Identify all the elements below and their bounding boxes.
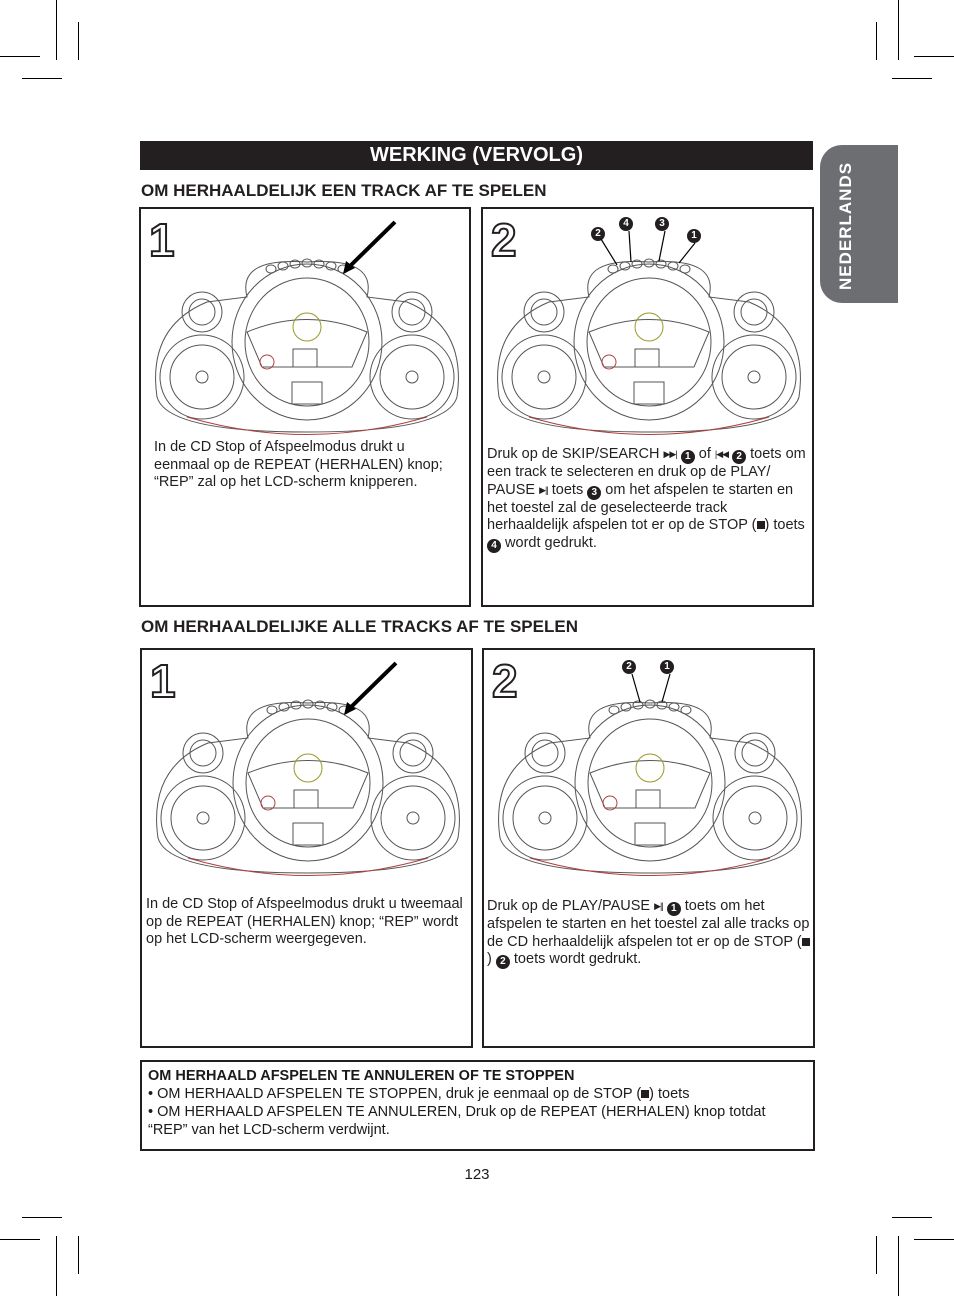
crop-mark bbox=[22, 1217, 62, 1218]
instruction-text: toets wordt gedrukt. bbox=[513, 951, 642, 967]
page-number: 123 bbox=[464, 1166, 490, 1183]
step-number: 2 bbox=[491, 214, 517, 266]
crop-mark bbox=[914, 1239, 954, 1240]
crop-mark bbox=[914, 56, 954, 57]
callout-badge: 1 bbox=[687, 229, 701, 243]
step-instruction bbox=[487, 898, 811, 969]
crop-mark bbox=[892, 1217, 932, 1218]
callout-badge: 1 bbox=[667, 902, 681, 916]
crop-mark bbox=[892, 78, 932, 79]
crop-mark bbox=[22, 78, 62, 79]
callout-badge: 4 bbox=[487, 539, 501, 553]
step-panel-repeat-all-2 bbox=[482, 648, 815, 1048]
note-title: OM HERHAALD AFSPELEN TE ANNULEREN OF TE STOPPEN bbox=[148, 1068, 575, 1084]
crop-mark bbox=[898, 1236, 899, 1296]
crop-mark bbox=[78, 1236, 79, 1274]
instruction-text: om het afspelen te starten en het toestel zal de geselecteerde track herhaaldelijk afspelen tot er op de STOP ( bbox=[487, 481, 794, 533]
callout-badge: 2 bbox=[591, 227, 605, 241]
step-panel-repeat-one-2 bbox=[481, 207, 814, 607]
note-line: • OM HERHAALD AFSPELEN TE ANNULEREN, Druk op de REPEAT (HERHALEN) knop totdat “REP” van het LCD-scherm verdwijnt. bbox=[148, 1104, 766, 1138]
note-text: ) toets bbox=[649, 1086, 690, 1102]
instruction-text: toets om het afspelen te starten en het toestel zal alle tracks op de CD herhaaldelijk afspelen tot er op de STOP ( bbox=[487, 898, 810, 950]
crop-mark bbox=[0, 1239, 40, 1240]
crop-mark bbox=[78, 22, 79, 60]
crop-mark bbox=[898, 0, 899, 60]
instruction-text: Druk op de PLAY/PAUSE bbox=[487, 898, 651, 914]
step-number: 1 bbox=[149, 214, 175, 266]
callout-badge: 3 bbox=[655, 217, 669, 231]
note-line bbox=[148, 1085, 807, 1103]
instruction-text: ) toets bbox=[764, 517, 805, 533]
section-heading-repeat-all: OM HERHAALDELIJKE ALLE TRACKS AF TE SPELEN bbox=[141, 617, 578, 636]
crop-mark bbox=[56, 0, 57, 60]
callout-badge: 3 bbox=[587, 486, 601, 500]
skip-next-icon: ▶▶| bbox=[663, 449, 677, 459]
stop-icon bbox=[641, 1090, 649, 1098]
crop-mark bbox=[876, 22, 877, 60]
step-instruction bbox=[487, 446, 809, 553]
language-tab-label: NEDERLANDS bbox=[836, 161, 855, 290]
callout-badge: 2 bbox=[732, 450, 746, 464]
step-panel-repeat-all-1 bbox=[140, 648, 473, 1048]
page-title: WERKING (VERVOLG) bbox=[140, 141, 813, 170]
callout-badge: 2 bbox=[496, 955, 510, 969]
step-panel-repeat-one-1 bbox=[139, 207, 471, 607]
crop-mark bbox=[876, 1236, 877, 1274]
stop-icon bbox=[757, 521, 765, 529]
device-illustration bbox=[490, 658, 810, 888]
stop-icon bbox=[802, 938, 810, 946]
section-heading-repeat-one: OM HERHAALDELIJK EEN TRACK AF TE SPELEN bbox=[141, 181, 547, 200]
instruction-text: ) bbox=[487, 951, 492, 967]
crop-mark bbox=[56, 1236, 57, 1296]
note-text: • OM HERHAALD AFSPELEN TE STOPPEN, druk je eenmaal op de STOP ( bbox=[148, 1086, 642, 1102]
callout-badge: 2 bbox=[622, 660, 636, 674]
language-tab bbox=[820, 145, 898, 303]
step-instruction: In de CD Stop of Afspeelmodus drukt u tweemaal op de REPEAT (HERHALEN) knop; “REP” wordt op het LCD-scherm weergegeven. bbox=[146, 896, 463, 947]
step-number: 2 bbox=[492, 655, 518, 707]
instruction-text: of bbox=[698, 446, 711, 462]
cancel-repeat-note bbox=[140, 1060, 815, 1151]
callout-badge: 1 bbox=[660, 660, 674, 674]
instruction-text: toets om een track te selecteren en druk op de PLAY/ PAUSE bbox=[487, 446, 806, 498]
step-number: 1 bbox=[150, 655, 176, 707]
device-illustration bbox=[147, 217, 467, 447]
device-illustration bbox=[489, 217, 809, 447]
instruction-text: wordt gedrukt. bbox=[505, 534, 597, 551]
step-instruction: In de CD Stop of Afspeelmodus drukt u eenmaal op de REPEAT (HERHALEN) knop; “REP” zal op het LCD-scherm knipperen. bbox=[154, 439, 443, 490]
play-pause-icon: ▶|| bbox=[539, 484, 548, 495]
skip-previous-icon: |◀◀ bbox=[714, 449, 729, 459]
instruction-text: toets bbox=[551, 481, 584, 498]
device-illustration bbox=[148, 658, 468, 888]
instruction-text: Druk op de SKIP/SEARCH bbox=[487, 446, 660, 462]
callout-badge: 4 bbox=[619, 217, 633, 231]
callout-badge: 1 bbox=[681, 450, 695, 464]
crop-mark bbox=[0, 56, 40, 57]
play-pause-icon: ▶|| bbox=[654, 901, 663, 911]
